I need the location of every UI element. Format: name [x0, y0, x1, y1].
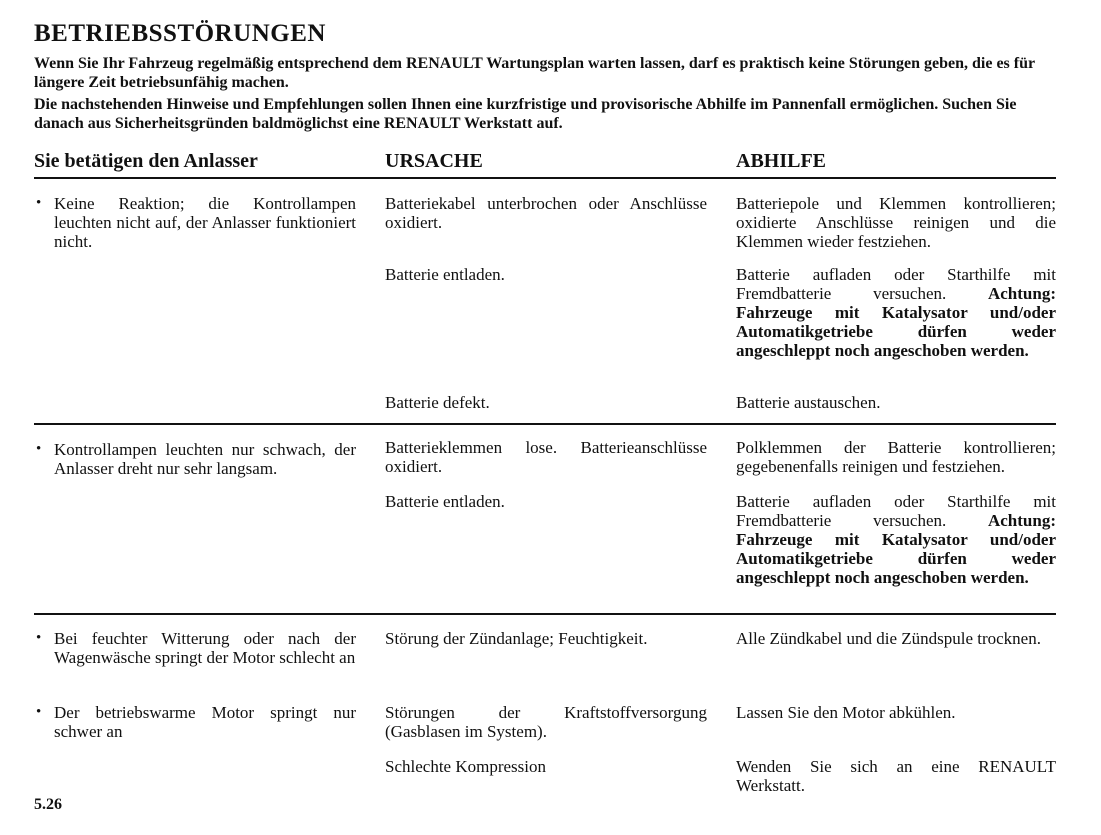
cause-2-1: Batterieklemmen lose. Batterieanschlüsse oxidiert. — [385, 438, 707, 476]
page-number: 5.26 — [34, 796, 62, 813]
column-header-symptom: Sie betätigen den Anlasser — [34, 150, 258, 172]
symptom-4 — [34, 703, 356, 741]
remedy-text: Batterie aufladen oder Starthilfe mit Fremdbatterie versuchen. — [736, 492, 1056, 530]
section-rule-1 — [34, 423, 1056, 425]
symptom-text: Kontrollampen leuchten nur schwach, der Anlasser dreht nur sehr langsam. — [54, 440, 356, 478]
symptom-3 — [34, 629, 356, 667]
symptom-text: Bei feuchter Witterung oder nach der Wagenwäsche springt der Motor schlecht an — [54, 629, 356, 667]
intro-paragraph-2: Die nachstehenden Hinweise und Empfehlungen sollen Ihnen eine kurzfristige und provisorische Abhilfe im Pannenfall ermöglichen. Suchen Sie danach aus Sicherheitsgründen baldmöglichst eine RENAULT Werkstatt auf. — [34, 96, 1017, 132]
bullet-icon: • — [36, 195, 42, 211]
page-title: BETRIEBSSTÖRUNGEN — [34, 20, 326, 47]
remedy-4-1: Lassen Sie den Motor abkühlen. — [736, 703, 956, 722]
remedy-2-1: Polklemmen der Batterie kontrollieren; gegebenenfalls reinigen und festziehen. — [736, 438, 1056, 476]
symptom-2 — [34, 440, 356, 478]
symptom-text: Keine Reaktion; die Kontrollampen leuchten nicht auf, der Anlasser funktioniert nicht. — [54, 194, 356, 251]
bullet-icon: • — [36, 441, 42, 457]
table-header-rule — [34, 177, 1056, 179]
symptom-1 — [34, 194, 356, 251]
cause-1-1: Batteriekabel unterbrochen oder Anschlüsse oxidiert. — [385, 194, 707, 232]
remedy-1-1: Batteriepole und Klemmen kontrollieren; oxidierte Anschlüsse reinigen und die Klemmen wieder festziehen. — [736, 194, 1056, 251]
bullet-icon: • — [36, 704, 42, 720]
remedy-1-3: Batterie austauschen. — [736, 393, 881, 412]
cause-1-3: Batterie defekt. — [385, 393, 490, 412]
warning-text: Achtung: Fahrzeuge mit Katalysator und/oder Automatikgetriebe dürfen weder angeschleppt noch angeschoben werden. — [736, 511, 1056, 587]
warning-text: Achtung: Fahrzeuge mit Katalysator und/oder Automatikgetriebe dürfen weder angeschleppt noch angeschoben werden. — [736, 284, 1056, 360]
bullet-icon: • — [36, 630, 42, 646]
remedy-text: Batterie aufladen oder Starthilfe mit Fremdbatterie versuchen. — [736, 265, 1056, 303]
cause-2-2: Batterie entladen. — [385, 492, 505, 511]
column-header-remedy: ABHILFE — [736, 150, 827, 172]
cause-4-2: Schlechte Kompression — [385, 757, 546, 776]
cause-1-2: Batterie entladen. — [385, 265, 505, 284]
section-rule-2 — [34, 613, 1056, 615]
intro-paragraph-1: Wenn Sie Ihr Fahrzeug regelmäßig entsprechend dem RENAULT Wartungsplan warten lassen, darf es praktisch keine Störungen geben, die es für längere Zeit betriebsunfähig machen. — [34, 55, 1035, 91]
symptom-text: Der betriebswarme Motor springt nur schwer an — [54, 703, 356, 741]
remedy-2-2 — [736, 492, 1056, 587]
remedy-3-1: Alle Zündkabel und die Zündspule trocknen. — [736, 629, 1041, 648]
cause-3-1: Störung der Zündanlage; Feuchtigkeit. — [385, 629, 648, 648]
remedy-4-2: Wenden Sie sich an eine RENAULT Werkstatt. — [736, 757, 1056, 795]
cause-4-1: Störungen der Kraftstoffversorgung (Gasblasen im System). — [385, 703, 707, 741]
column-header-cause: URSACHE — [385, 150, 483, 172]
remedy-1-2 — [736, 265, 1056, 360]
